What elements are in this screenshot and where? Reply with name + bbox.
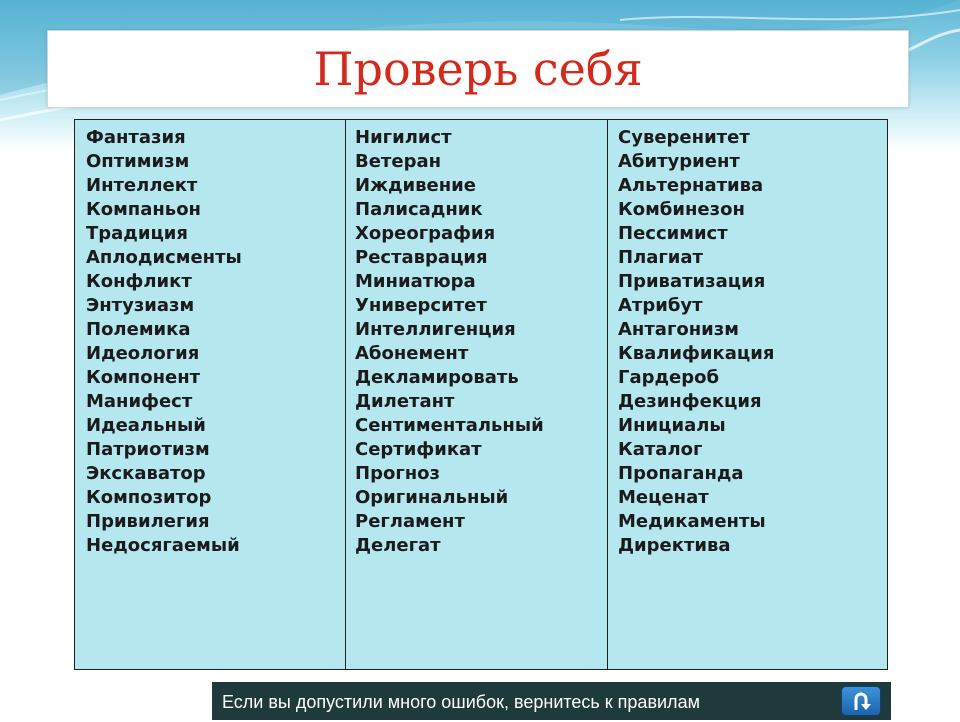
words-column-1 (75, 120, 346, 669)
return-to-rules-button[interactable] (841, 686, 881, 716)
word-item: Энтузиазм (86, 295, 195, 316)
word-item: Делегат (355, 535, 441, 556)
title-box (47, 30, 909, 108)
word-item: Хореография (355, 223, 496, 244)
word-item: Интеллигенция (355, 319, 516, 340)
word-item: Университет (355, 295, 487, 316)
word-item: Реставрация (355, 247, 488, 268)
word-item: Палисадник (355, 199, 483, 220)
word-item: Идеальный (86, 415, 206, 436)
word-item: Миниатюра (355, 271, 476, 292)
word-item: Пессимист (618, 223, 728, 244)
word-item: Комбинезон (618, 199, 745, 220)
u-turn-arrow-icon (851, 692, 873, 712)
word-item: Фантазия (86, 127, 186, 148)
word-item: Плагиат (618, 247, 703, 268)
word-item: Конфликт (86, 271, 192, 292)
words-table (74, 119, 888, 670)
word-item: Ветеран (355, 151, 442, 172)
words-column-3 (608, 120, 887, 669)
word-item: Приватизация (618, 271, 766, 292)
word-item: Оптимизм (86, 151, 190, 172)
word-item: Дезинфекция (618, 391, 762, 412)
word-item: Сертификат (355, 439, 482, 460)
footer-text: Если вы допустили много ошибок, вернитесь к правилам (222, 692, 700, 712)
word-item: Недосягаемый (86, 535, 240, 556)
word-item: Каталог (618, 439, 703, 460)
word-item: Патриотизм (86, 439, 210, 460)
word-item: Манифест (86, 391, 193, 412)
word-item: Инициалы (618, 415, 726, 436)
word-item: Абонемент (355, 343, 469, 364)
word-item: Суверенитет (618, 127, 750, 148)
word-item: Аплодисменты (86, 247, 242, 268)
word-item: Привилегия (86, 511, 210, 532)
word-item: Прогноз (355, 463, 440, 484)
word-item: Интеллект (86, 175, 198, 196)
word-item: Абитуриент (618, 151, 740, 172)
word-item: Меценат (618, 487, 709, 508)
word-item: Гардероб (618, 367, 720, 388)
word-item: Нигилист (355, 127, 452, 148)
word-item: Традиция (86, 223, 188, 244)
word-item: Директива (618, 535, 731, 556)
word-item: Полемика (86, 319, 191, 340)
word-item: Декламировать (355, 367, 519, 388)
word-item: Компаньон (86, 199, 201, 220)
word-item: Сентиментальный (355, 415, 544, 436)
word-item: Регламент (355, 511, 465, 532)
word-item: Антагонизм (618, 319, 739, 340)
word-item: Экскаватор (86, 463, 206, 484)
word-item: Альтернатива (618, 175, 764, 196)
word-item: Компонент (86, 367, 201, 388)
word-item: Оригинальный (355, 487, 509, 508)
word-item: Композитор (86, 487, 212, 508)
words-column-2 (346, 120, 608, 669)
word-item: Атрибут (618, 295, 703, 316)
word-item: Квалификация (618, 343, 775, 364)
word-item: Пропаганда (618, 463, 744, 484)
footer-bar (212, 682, 891, 720)
word-item: Дилетант (355, 391, 455, 412)
page-title: Проверь себя (313, 42, 643, 96)
word-item: Медикаменты (618, 511, 766, 532)
word-item: Иждивение (355, 175, 476, 196)
word-item: Идеология (86, 343, 200, 364)
